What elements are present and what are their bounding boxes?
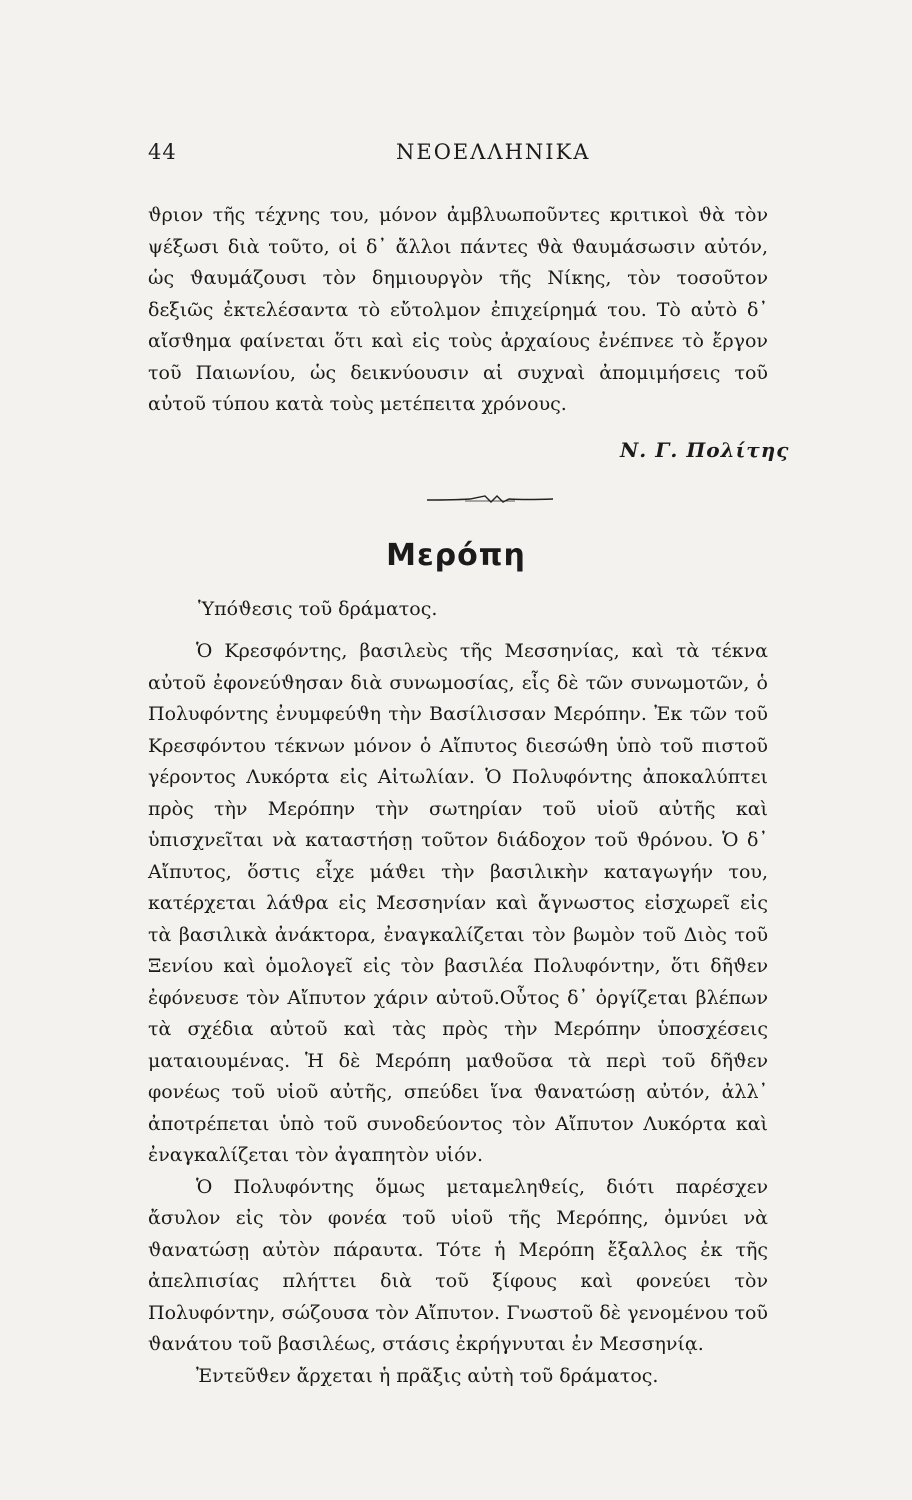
section-subtitle: Ὑπόϑεσις τοῦ δράματος.	[198, 598, 438, 620]
page-header	[148, 140, 768, 176]
running-title: ΝΕΟΕΛΛΗΝΙΚΑ	[396, 140, 591, 164]
section-body	[148, 636, 768, 1392]
section-title: Μερόπη	[386, 538, 526, 573]
body-paragraph: Ὁ Κρεσφόντης, βασιλεὺς τῆς Μεσσηνίας, καὶ τὰ τέκνα αὐτοῦ ἐφονεύϑησαν διὰ συνωμοσίας, εἷς δὲ τῶν συνωμοτῶν, ὁ Πολυφόντης ἐνυμφεύϑη τὴν Βασίλισσαν Μερόπην. Ἐκ τῶν τοῦ Κρεσφόντου τέκνων μόνον ὁ Αἴπυτος διεσώϑη ὑπὸ τοῦ πιστοῦ γέροντος Λυκόρτα εἰς Αἰτωλίαν. Ὁ Πολυφόντης ἀποκαλύπτει πρὸς τὴν Μερόπην τὴν σωτηρίαν τοῦ υἱοῦ αὐτῆς καὶ ὑπισχνεῖται νὰ καταστήσῃ τοῦτον διάδοχον τοῦ ϑρόνου. Ὁ δ᾿ Αἴπυτος, ὅστις εἶχε μάϑει τὴν βασιλικὴν καταγωγήν του, κατέρχεται λάϑρα εἰς Μεσσηνίαν καὶ ἄγνωστος εἰσχωρεῖ εἰς τὰ βασιλικὰ ἀνάκτορα, ἐναγκαλίζεται τὸν βωμὸν τοῦ Διὸς τοῦ Ξενίου καὶ ὁμολογεῖ εἰς τὸν βασιλέα Πολυφόντην, ὅτι δῆϑεν ἐφόνευσε τὸν Αἴπυτον χάριν αὐτοῦ.Οὗτος δ᾿ ὀργίζεται βλέπων τὰ σχέδια αὐτοῦ καὶ τὰς πρὸς τὴν Μερόπην ὑποσχέσεις ματαιουμένας. Ἡ δὲ Μερόπη μαϑοῦσα τὰ περὶ τοῦ δῆϑεν φονέως τοῦ υἱοῦ αὐτῆς, σπεύδει ἵνα ϑανατώσῃ αὐτόν, ἀλλ᾿ ἀποτρέπεται ὑπὸ τοῦ συνοδεύοντος τὸν Αἴπυτον Λυκόρτα καὶ ἐναγκαλίζεται τὸν ἀγαπητὸν υἱόν.	[148, 640, 768, 1166]
page-number: 44	[148, 140, 177, 164]
intro-paragraph: ϑριον τῆς τέχνης του, μόνον ἀμβλυωποῦντες κριτικοὶ ϑὰ τὸν ψέξωσι διὰ τοῦτο, οἱ δ᾿ ἄλλοι πάντες ϑὰ ϑαυμάσωσιν αὐτόν, ὡς ϑαυμάζουσι τὸν δημιουργὸν τῆς Νίκης, τὸν τοσοῦτον δεξιῶς ἐκτελέσαντα τὸ εὔτολμον ἐπιχείρημά του. Τὸ αὐτὸ δ᾿ αἴσϑημα φαίνεται ὅτι καὶ εἰς τοὺς ἀρχαίους ἐνέπνεε τὸ ἔργον τοῦ Παιωνίου, ὡς δεικνύουσιν αἱ συχναὶ ἀπομιμήσεις τοῦ αὐτοῦ τύπου κατὰ τοὺς μετέπειτα χρόνους.	[148, 204, 768, 415]
body-paragraph: Ἐντεῦϑεν ἄρχεται ἡ πρᾶξις αὐτὴ τοῦ δράματος.	[196, 1364, 659, 1387]
intro-paragraph-block	[148, 200, 768, 421]
section-divider-ornament	[425, 492, 555, 506]
body-paragraph: Ὁ Πολυφόντης ὅμως μεταμεληϑείς, διότι παρέσχεν ἄσυλον εἰς τὸν φονέα τοῦ υἱοῦ τῆς Μερόπης, ὀμνύει νὰ ϑανατώσῃ αὐτὸν πάραυτα. Τότε ἡ Μερόπη ἔξαλλος ἐκ τῆς ἀπελπισίας πλήττει διὰ τοῦ ξίφους καὶ φονεύει τὸν Πολυφόντην, σώζουσα τὸν Αἴπυτον. Γνωστοῦ δὲ γενομένου τοῦ ϑανάτου τοῦ βασιλέως, στάσις ἐκρήγνυται ἐν Μεσσηνίᾳ.	[148, 1175, 768, 1355]
author-signature: Ν. Γ. Πολίτης	[620, 438, 790, 462]
